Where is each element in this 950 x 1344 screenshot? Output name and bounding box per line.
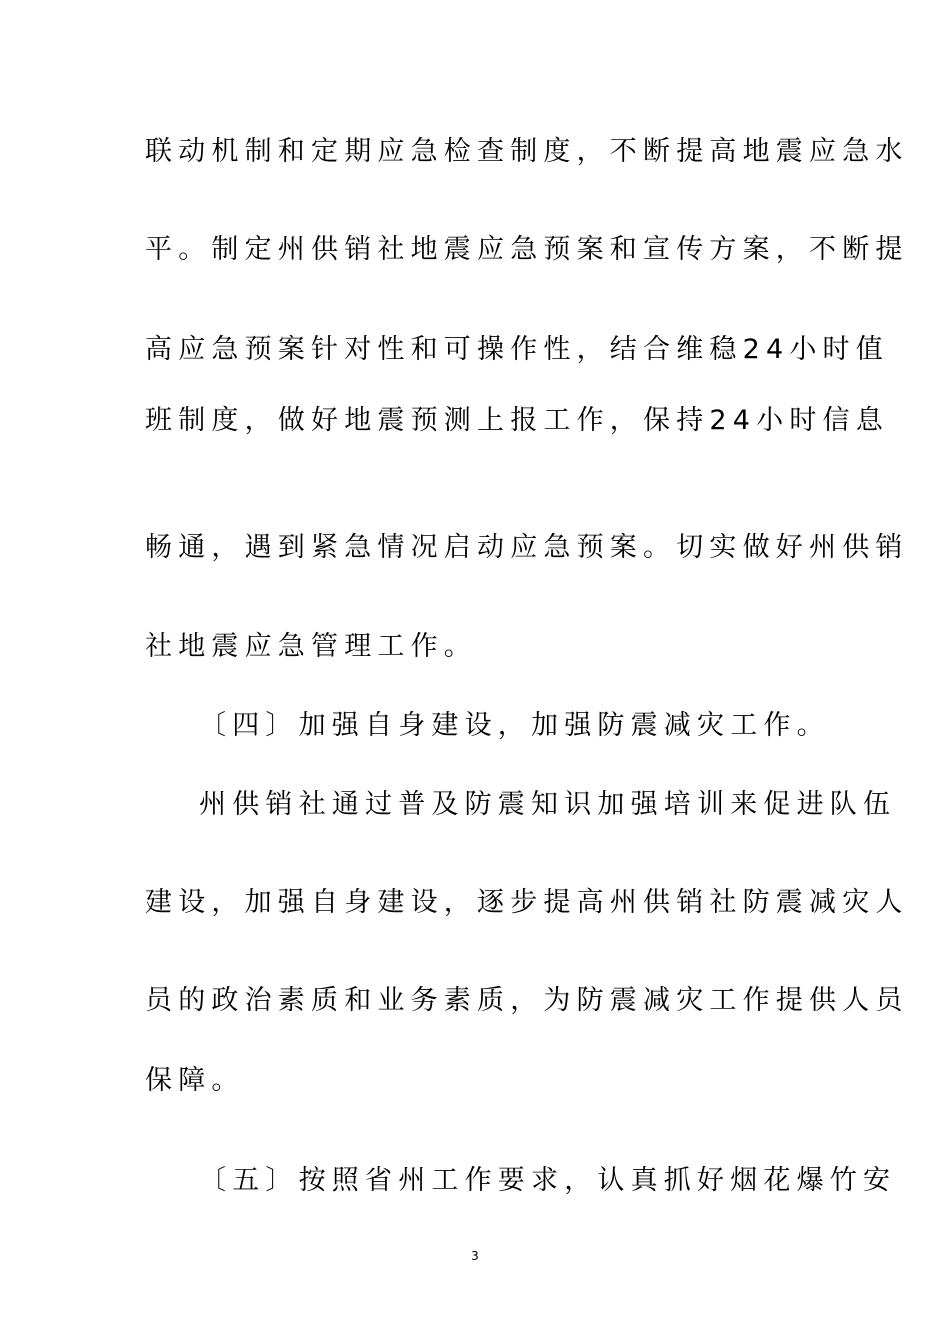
section-heading-5: 〔五〕按照省州工作要求，认真抓好烟花爆竹安 [199,1165,897,1196]
body-text-line: 社地震应急管理工作。 [145,631,477,662]
body-text-line: 员的政治素质和业务素质，为防震减灾工作提供人员 [145,985,909,1016]
body-text-line: 保障。 [145,1065,245,1096]
section-heading-4: 〔四〕加强自身建设，加强防震减灾工作。 [199,710,830,741]
paragraph-first-line: 州供销社通过普及防震知识加强培训来促进队伍 [199,789,897,820]
body-text-line: 联动机制和定期应急检查制度，不断提高地震应急水 [145,136,909,167]
body-text-line: 平。制定州供销社地震应急预案和宣传方案，不断提 [145,234,909,265]
body-text-line: 班制度，做好地震预测上报工作，保持24小时信息 [145,405,889,436]
body-text-line: 高应急预案针对性和可操作性，结合维稳24小时值 [145,334,889,365]
page-number: 3 [471,1249,479,1263]
body-text-line: 建设，加强自身建设，逐步提高州供销社防震减灾人 [145,887,909,918]
body-text-line: 畅通，遇到紧急情况启动应急预案。切实做好州供销 [145,532,909,563]
